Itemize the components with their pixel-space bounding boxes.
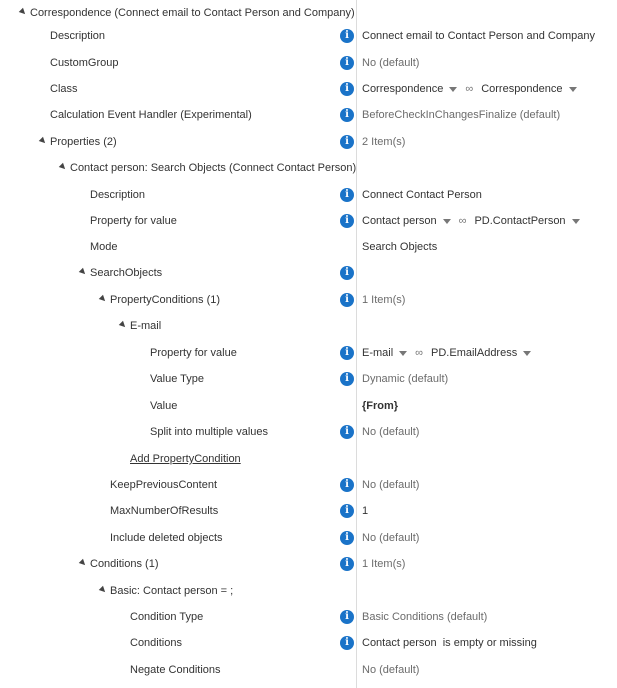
- tree-row-keeppreviouscontent[interactable]: [0, 472, 617, 498]
- row-label: Property for value: [150, 347, 237, 359]
- info-icon[interactable]: i: [340, 293, 354, 307]
- info-icon[interactable]: i: [340, 425, 354, 439]
- info-icon[interactable]: i: [340, 610, 354, 624]
- row-value[interactable]: 2 Item(s): [362, 136, 406, 148]
- row-value[interactable]: Contact person is empty or missing: [362, 637, 537, 649]
- expand-triangle-icon[interactable]: [39, 137, 47, 145]
- row-value[interactable]: 1: [362, 505, 369, 517]
- row-value[interactable]: 1 Item(s): [362, 294, 406, 306]
- expand-triangle-icon[interactable]: [119, 321, 127, 329]
- row-value[interactable]: Connect Contact Person: [362, 189, 482, 201]
- tree-row-add-propertycondition: [0, 446, 617, 472]
- row-value[interactable]: No (default): [362, 664, 420, 676]
- row-label: Class: [50, 83, 78, 95]
- info-icon[interactable]: i: [340, 82, 354, 96]
- row-label: MaxNumberOfResults: [110, 505, 219, 517]
- row-label: Include deleted objects: [110, 532, 223, 544]
- row-value[interactable]: Dynamic (default): [362, 373, 449, 385]
- link-icon: ∞: [458, 215, 467, 227]
- row-value[interactable]: No (default): [362, 426, 420, 438]
- row-label: CustomGroup: [50, 57, 119, 69]
- row-label: SearchObjects: [90, 267, 163, 279]
- expand-triangle-icon[interactable]: [79, 268, 87, 276]
- tree-row-searchobjects[interactable]: [0, 260, 617, 286]
- row-label: E-mail: [130, 320, 162, 332]
- tree-row-condition-type[interactable]: [0, 604, 617, 630]
- tree-row-description[interactable]: [0, 182, 617, 208]
- row-label: Description: [90, 189, 146, 201]
- dropdown-arrow-icon[interactable]: [449, 87, 457, 92]
- row-value[interactable]: No (default): [362, 57, 420, 69]
- link-icon: ∞: [465, 83, 474, 95]
- property-alias-value[interactable]: PD.EmailAddress: [431, 347, 518, 359]
- tree-row-contact-person-search[interactable]: [0, 155, 617, 181]
- row-label: Value: [150, 400, 178, 412]
- tree-row-split-values[interactable]: [0, 419, 617, 445]
- row-label: Split into multiple values: [150, 426, 269, 438]
- row-value[interactable]: No (default): [362, 532, 420, 544]
- info-icon[interactable]: i: [340, 108, 354, 122]
- row-label: Conditions (1): [90, 558, 159, 570]
- property-select-value[interactable]: Contact person: [362, 215, 437, 227]
- tree-row-conditions[interactable]: [0, 551, 617, 577]
- info-icon[interactable]: i: [340, 372, 354, 386]
- row-label: KeepPreviousContent: [110, 479, 218, 491]
- class-select-value[interactable]: Correspondence: [362, 83, 444, 95]
- tree-row-property-for-value[interactable]: [0, 208, 617, 234]
- tree-row-negate-conditions[interactable]: [0, 657, 617, 683]
- info-icon[interactable]: i: [340, 504, 354, 518]
- dropdown-arrow-icon[interactable]: [572, 219, 580, 224]
- info-icon[interactable]: i: [340, 188, 354, 202]
- property-select-value[interactable]: E-mail: [362, 347, 394, 359]
- row-label: Calculation Event Handler (Experimental): [50, 109, 252, 121]
- row-value[interactable]: Basic Conditions (default): [362, 611, 488, 623]
- tree-row-include-deleted[interactable]: [0, 525, 617, 551]
- expand-triangle-icon[interactable]: [19, 8, 27, 16]
- link-icon: ∞: [415, 347, 424, 359]
- tree-row-description[interactable]: [0, 23, 617, 49]
- info-icon[interactable]: i: [340, 56, 354, 70]
- row-label: PropertyConditions (1): [110, 294, 221, 306]
- row-value-composite: [362, 76, 585, 102]
- tree-row-customgroup[interactable]: [0, 50, 617, 76]
- info-icon[interactable]: i: [340, 29, 354, 43]
- tree-row-mode[interactable]: [0, 234, 617, 260]
- info-icon[interactable]: i: [340, 135, 354, 149]
- expand-triangle-icon[interactable]: [79, 559, 87, 567]
- tree-row-properties[interactable]: [0, 129, 617, 155]
- row-value[interactable]: No (default): [362, 479, 420, 491]
- info-icon[interactable]: i: [340, 478, 354, 492]
- tree-row-conditions-detail[interactable]: [0, 630, 617, 656]
- tree-row-maxnumberofresults[interactable]: [0, 498, 617, 524]
- dropdown-arrow-icon[interactable]: [523, 351, 531, 356]
- row-label: Conditions: [130, 637, 182, 649]
- tree-row-email[interactable]: [0, 313, 617, 339]
- row-label: Properties (2): [50, 136, 117, 148]
- tree-row-class[interactable]: [0, 76, 617, 102]
- class-alias-value[interactable]: Correspondence: [481, 83, 563, 95]
- row-label: Contact person: Search Objects (Connect Contact Person): [70, 162, 357, 174]
- row-value[interactable]: BeforeCheckInChangesFinalize (default): [362, 109, 561, 121]
- row-value-composite: [362, 208, 588, 234]
- info-icon[interactable]: i: [340, 636, 354, 650]
- add-propertycondition-link[interactable]: Add PropertyCondition: [130, 453, 241, 465]
- info-icon[interactable]: i: [340, 266, 354, 280]
- info-icon[interactable]: i: [340, 346, 354, 360]
- row-value[interactable]: Search Objects: [362, 241, 438, 253]
- row-value[interactable]: 1 Item(s): [362, 558, 406, 570]
- dropdown-arrow-icon[interactable]: [399, 351, 407, 356]
- property-alias-value[interactable]: PD.ContactPerson: [474, 215, 566, 227]
- dropdown-arrow-icon[interactable]: [443, 219, 451, 224]
- tree-row-value-type[interactable]: [0, 366, 617, 392]
- row-label: Description: [50, 30, 106, 42]
- row-value[interactable]: {From}: [362, 400, 399, 412]
- row-value-composite: [362, 340, 539, 366]
- info-icon[interactable]: i: [340, 557, 354, 571]
- expand-triangle-icon[interactable]: [99, 295, 107, 303]
- row-label: Correspondence (Connect email to Contact Person and Company): [30, 7, 355, 19]
- row-label: Property for value: [90, 215, 177, 227]
- expand-triangle-icon[interactable]: [99, 586, 107, 594]
- dropdown-arrow-icon[interactable]: [569, 87, 577, 92]
- info-icon[interactable]: i: [340, 214, 354, 228]
- tree-row-calculation-event-handler[interactable]: [0, 102, 617, 128]
- row-label: Value Type: [150, 373, 205, 385]
- row-label: Negate Conditions: [130, 664, 221, 676]
- row-label: Mode: [90, 241, 118, 253]
- tree-row-property-for-value[interactable]: [0, 340, 617, 366]
- tree-row-value[interactable]: [0, 393, 617, 419]
- tree-row-basic-condition[interactable]: [0, 578, 617, 604]
- row-label: Basic: Contact person = ;: [110, 585, 234, 597]
- tree-row-propertyconditions[interactable]: [0, 287, 617, 313]
- expand-triangle-icon[interactable]: [59, 163, 67, 171]
- row-value[interactable]: Connect email to Contact Person and Company: [362, 30, 595, 42]
- info-icon[interactable]: i: [340, 531, 354, 545]
- row-label: Condition Type: [130, 611, 204, 623]
